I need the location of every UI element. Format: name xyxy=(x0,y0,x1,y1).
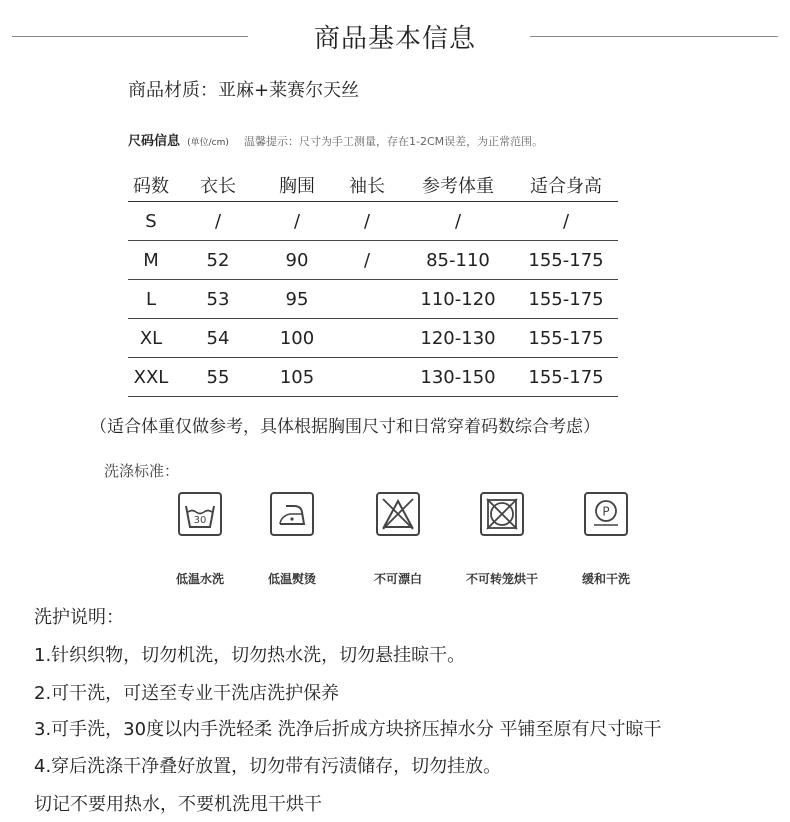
page-title: 商品基本信息 xyxy=(313,24,476,54)
table-row xyxy=(128,241,618,280)
size-note: （适合体重仅做参考，具体根据胸围尺寸和日常穿着码数综合考虑） xyxy=(90,417,600,437)
header-sleeve: 袖长 xyxy=(332,168,402,202)
table-cell: M xyxy=(128,241,174,280)
table-cell: 95 xyxy=(262,280,332,319)
size-table xyxy=(128,168,618,397)
care-line: 4.穿后洗涤干净叠好放置，切勿带有污渍储存，切勿挂放。 xyxy=(34,756,502,777)
table-cell: 110-120 xyxy=(402,280,514,319)
table-cell: 52 xyxy=(174,241,262,280)
care-line: 切记不要用热水，不要机洗甩干烘干 xyxy=(34,794,322,815)
svg-text:P: P xyxy=(602,504,610,519)
care-line: 2.可干洗，可送至专业干洗店洗护保养 xyxy=(34,683,340,704)
table-cell: / xyxy=(174,202,262,241)
care-title: 洗护说明： xyxy=(34,607,124,628)
mild-dry-clean-icon xyxy=(584,492,628,536)
svg-text:30: 30 xyxy=(193,515,207,526)
table-cell xyxy=(332,319,402,358)
table-cell: 54 xyxy=(174,319,262,358)
table-cell: 53 xyxy=(174,280,262,319)
table-cell: XL xyxy=(128,319,174,358)
no-tumble-dry-icon xyxy=(480,492,524,536)
wash-label: 不可漂白 xyxy=(373,572,422,586)
care-line: 1.针织织物，切勿机洗，切勿热水洗，切勿悬挂晾干。 xyxy=(34,645,466,666)
table-cell: XXL xyxy=(128,358,174,397)
table-cell: 155-175 xyxy=(514,280,618,319)
wash-label: 低温熨烫 xyxy=(267,572,316,586)
table-cell: / xyxy=(332,202,402,241)
material-info xyxy=(128,76,359,102)
wash-standard-title: 洗涤标准： xyxy=(104,462,180,480)
size-info-heading: 尺码信息 xyxy=(128,134,181,149)
table-row xyxy=(128,202,618,241)
wash-label: 低温水洗 xyxy=(175,572,224,586)
table-cell: 120-130 xyxy=(402,319,514,358)
material-label: 商品材质： xyxy=(128,80,218,101)
table-cell: 85-110 xyxy=(402,241,514,280)
title-row xyxy=(0,14,790,58)
table-cell: 55 xyxy=(174,358,262,397)
header-height: 适合身高 xyxy=(514,168,618,202)
size-unit: (单位/cm) xyxy=(187,138,229,148)
table-cell: 105 xyxy=(262,358,332,397)
table-cell: S xyxy=(128,202,174,241)
header-size: 码数 xyxy=(128,168,174,202)
table-cell: / xyxy=(514,202,618,241)
table-cell: / xyxy=(402,202,514,241)
table-cell: 155-175 xyxy=(514,241,618,280)
table-cell: 155-175 xyxy=(514,319,618,358)
low-temp-iron-icon xyxy=(270,492,314,536)
header-chest: 胸围 xyxy=(262,168,332,202)
size-table-header-row xyxy=(128,168,618,202)
header-length: 衣长 xyxy=(174,168,262,202)
table-row xyxy=(128,319,618,358)
table-cell: 90 xyxy=(262,241,332,280)
wash-label: 缓和干洗 xyxy=(581,572,630,586)
table-cell: / xyxy=(332,241,402,280)
wash-label: 不可转笼烘干 xyxy=(465,572,538,586)
table-row xyxy=(128,280,618,319)
table-cell: 100 xyxy=(262,319,332,358)
material-value: 亚麻+莱赛尔天丝 xyxy=(218,80,360,101)
no-bleach-icon xyxy=(376,492,420,536)
care-line: 3.可手洗，30度以内手洗轻柔 洗净后折成方块挤压掉水分 平铺至原有尺寸晾干 xyxy=(34,719,662,740)
table-cell: 155-175 xyxy=(514,358,618,397)
table-cell xyxy=(332,358,402,397)
size-info-header xyxy=(128,130,543,149)
table-row xyxy=(128,358,618,397)
size-tip: 温馨提示：尺寸为手工测量，存在1-2CM误差，为正常范围。 xyxy=(243,135,544,148)
title-divider-right xyxy=(530,36,778,37)
table-cell xyxy=(332,280,402,319)
low-temp-wash-icon xyxy=(178,492,222,536)
table-cell: 130-150 xyxy=(402,358,514,397)
header-weight: 参考体重 xyxy=(402,168,514,202)
table-cell: L xyxy=(128,280,174,319)
table-cell: / xyxy=(262,202,332,241)
